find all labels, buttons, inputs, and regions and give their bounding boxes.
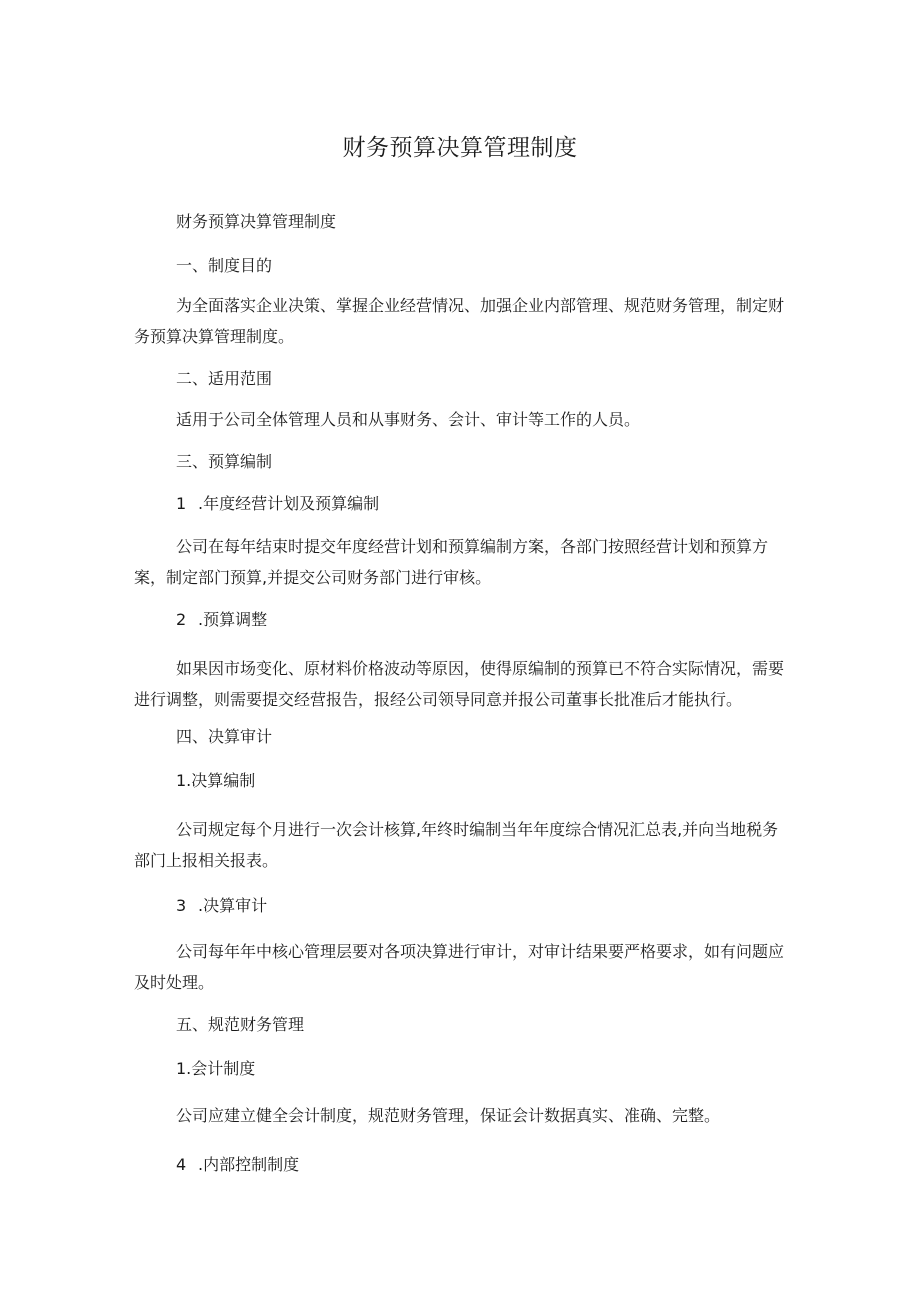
section-5-heading: 五、规范财务管理	[176, 1015, 305, 1034]
section-5-1-paragraph: 公司应建立健全会计制度，规范财务管理，保证会计数据真实、准确、完整。	[176, 1106, 721, 1125]
section-4-1-paragraph: 公司规定每个月进行一次会计核算,年终时编制当年年度综合情况汇总表,并向当地税务部门上报相关报表。	[134, 820, 779, 870]
section-2-paragraph: 适用于公司全体管理人员和从事财务、会计、审计等工作的人员。	[176, 410, 641, 429]
section-3-1-paragraph: 公司在每年结束时提交年度经营计划和预算编制方案，各部门按照经营计划和预算方案，制定部门预算,并提交公司财务部门进行审核。	[134, 537, 769, 587]
section-5-4-heading	[176, 1155, 299, 1175]
section-5-4-title: .内部控制制度	[198, 1155, 300, 1174]
document-subtitle: 财务预算决算管理制度	[176, 212, 337, 231]
section-4-1-heading: 1.决算编制	[176, 771, 256, 790]
section-3-2-number: 2	[176, 610, 187, 629]
section-4-3-heading	[176, 896, 267, 916]
section-1-heading: 一、制度目的	[176, 256, 273, 275]
section-4-3-number: 3	[176, 896, 187, 915]
section-3-heading: 三、预算编制	[176, 452, 273, 471]
section-3-1-number: 1	[176, 494, 187, 513]
section-3-1-title: .年度经营计划及预算编制	[198, 494, 380, 513]
section-5-4-number: 4	[176, 1155, 187, 1174]
section-3-2-title: .预算调整	[198, 610, 268, 629]
section-2-heading: 二、适用范围	[176, 369, 273, 388]
section-3-2-heading	[176, 610, 267, 630]
section-3-2-paragraph: 如果因市场变化、原材料价格波动等原因，使得原编制的预算已不符合实际情况，需要进行调整，则需要提交经营报告，报经公司领导同意并报公司董事长批准后才能执行。	[134, 659, 785, 709]
section-4-3-paragraph: 公司每年年中核心管理层要对各项决算进行审计，对审计结果要严格要求，如有问题应及时处理。	[134, 942, 785, 992]
section-3-1-heading	[176, 494, 379, 514]
section-5-1-heading: 1.会计制度	[176, 1059, 256, 1078]
document-title: 财务预算决算管理制度	[342, 135, 578, 161]
section-4-3-title: .决算审计	[198, 896, 268, 915]
section-4-heading: 四、决算审计	[176, 727, 273, 746]
section-1-paragraph: 为全面落实企业决策、掌握企业经营情况、加强企业内部管理、规范财务管理，制定财务预算决算管理制度。	[134, 296, 785, 346]
